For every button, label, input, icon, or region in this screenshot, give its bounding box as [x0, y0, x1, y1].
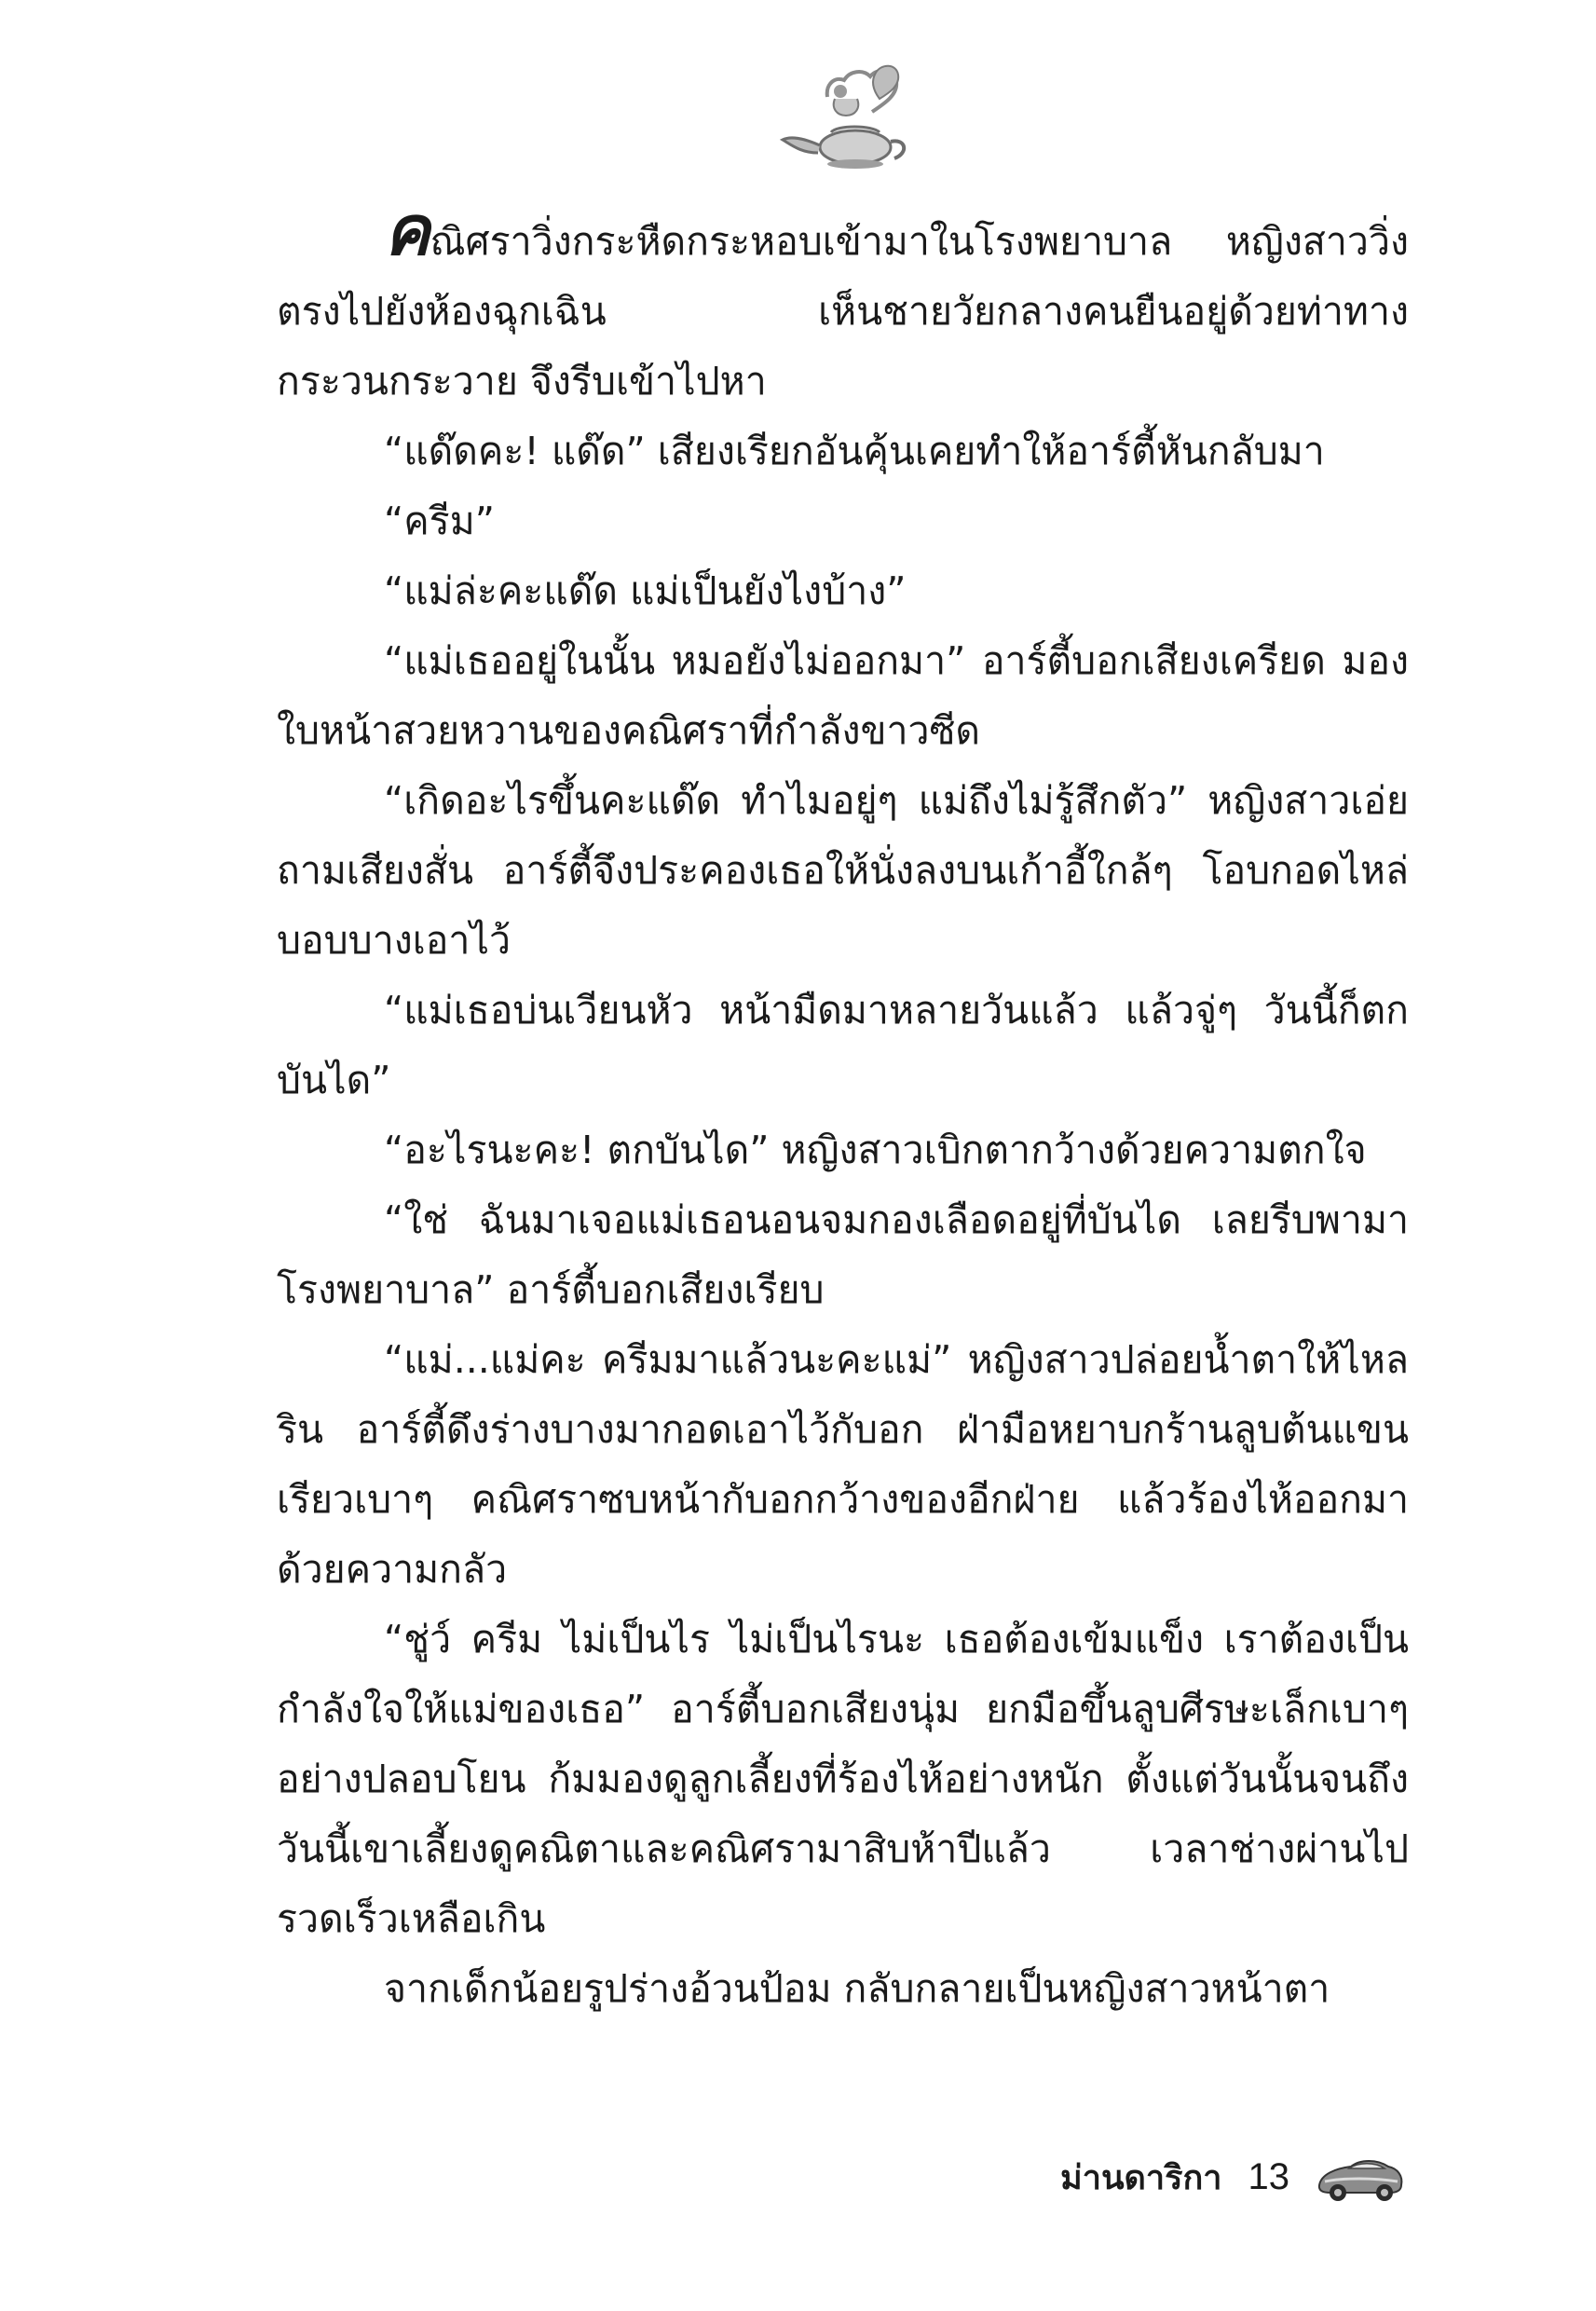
teapot-cupid-ornament-icon [770, 56, 919, 177]
paragraph [277, 207, 1409, 417]
page-number: 13 [1248, 2155, 1289, 2197]
drop-cap: ค [384, 207, 430, 271]
paragraph: “แด๊ดคะ! แด๊ด” เสียงเรียกอันคุ้นเคยทำให้อาร์ตี้หันกลับมา [384, 429, 1325, 473]
paragraph-text: ณิศราวิ่งกระหืดกระหอบเข้ามาในโรงพยาบาล หญิงสาววิ่งตรงไปยังห้องฉุกเฉิน เห็นชายวัยกลางคนยืนอยู่ด้วยท่าทางกระวนกระวาย จึงรีบเข้าไปหา [277, 219, 1409, 403]
paragraph: “เกิดอะไรขึ้นคะแด๊ด ทำไมอยู่ๆ แม่ถึงไม่รู้สึกตัว” หญิงสาวเอ่ยถามเสียงสั่น อาร์ตี้จึงประคองเธอให้นั่งลงบนเก้าอี้ใกล้ๆ โอบกอดไหล่บอบบางเอาไว้ [277, 778, 1409, 963]
book-title: ม่านดาริกา [1060, 2158, 1222, 2197]
paragraph: “ใช่ ฉันมาเจอแม่เธอนอนจมกองเลือดอยู่ที่บันได เลยรีบพามาโรงพยาบาล” อาร์ตี้บอกเสียงเรียบ [277, 1197, 1409, 1312]
story-text [277, 207, 1409, 2117]
paragraph: “แม่เธออยู่ในนั้น หมอยังไม่ออกมา” อาร์ตี้บอกเสียงเครียด มองใบหน้าสวยหวานของคณิศราที่กำลังขาวซีด [277, 638, 1409, 753]
paragraph: “แม่...แม่คะ ครีมมาแล้วนะคะแม่” หญิงสาวปล่อยน้ำตาให้ไหลริน อาร์ตี้ดึงร่างบางมากอดเอาไว้กับอก ฝ่ามือหยาบกร้านลูบต้นแขนเรียวเบาๆ คณิศราซบหน้ากับอกกว้างของอีกฝ่าย แล้วร้องไห้ออกมาด้วยความกลัว [277, 1337, 1409, 1592]
paragraph: “ครีม” [384, 499, 495, 543]
paragraph: “แม่เธอบ่นเวียนหัว หน้ามืดมาหลายวันแล้ว แล้วจู่ๆ วันนี้ก็ตกบันได” [277, 988, 1409, 1102]
paragraph: “อะไรนะคะ! ตกบันได” หญิงสาวเบิกตากว้างด้วยความตกใจ [384, 1128, 1367, 1172]
page-footer [1060, 2140, 1405, 2214]
sports-car-icon [1316, 2150, 1405, 2204]
paragraph: “แม่ล่ะคะแด๊ด แม่เป็นยังไงบ้าง” [384, 568, 907, 613]
paragraph: “ชู่ว์ ครีม ไม่เป็นไร ไม่เป็นไรนะ เธอต้องเข้มแข็ง เราต้องเป็นกำลังใจให้แม่ของเธอ” อาร์ตี้บอกเสียงนุ่ม ยกมือขึ้นลูบศีรษะเล็กเบาๆ อย่างปลอบโยน ก้มมองดูลูกเลี้ยงที่ร้องไห้อย่างหนัก ตั้งแต่วันนั้นจนถึงวันนี้เขาเลี้ยงดูคณิตาและคณิศรามาสิบห้าปีแล้ว เวลาช่างผ่านไปรวดเร็วเหลือเกิน [277, 1617, 1409, 1941]
paragraph: จากเด็กน้อยรูปร่างอ้วนป้อม กลับกลายเป็นหญิงสาวหน้าตา [384, 1966, 1330, 2011]
